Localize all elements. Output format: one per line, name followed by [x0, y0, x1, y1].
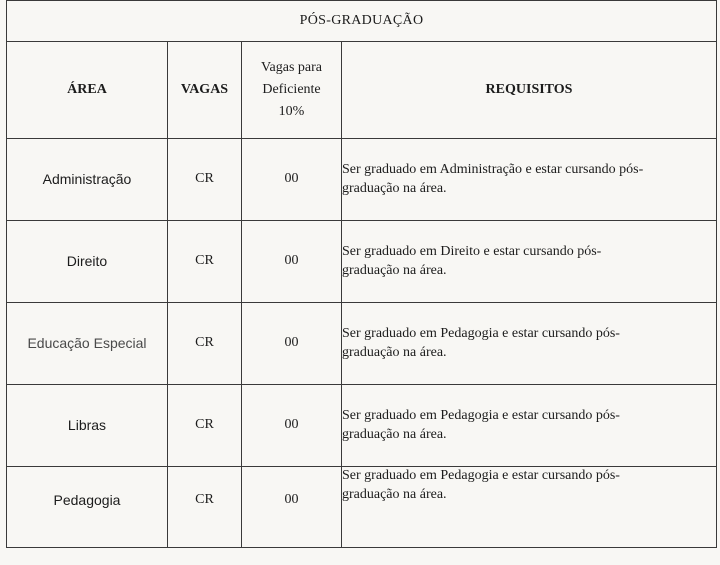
cell-vagas: CR [168, 139, 242, 221]
requisitos-line1: Ser graduado em Administração e estar cursando pós- [342, 161, 644, 177]
header-vagas: VAGAS [168, 42, 242, 139]
header-deficiente-line2: Deficiente [262, 82, 321, 98]
requisitos-line2: graduação na área. [342, 262, 447, 278]
cell-requisitos [342, 303, 717, 385]
table-row [7, 221, 717, 303]
table-row [7, 139, 717, 221]
requisitos-line2: graduação na área. [342, 344, 447, 360]
header-deficiente-line3: 10% [278, 103, 305, 119]
table-title: PÓS-GRADUAÇÃO [7, 1, 717, 42]
cell-deficiente: 00 [242, 385, 342, 467]
table-row [7, 303, 717, 385]
pos-graduacao-table [6, 0, 717, 548]
requisitos-line1: Ser graduado em Pedagogia e estar cursando pós- [342, 407, 620, 423]
cell-requisitos [342, 385, 717, 467]
requisitos-line1: Ser graduado em Pedagogia e estar cursando pós- [342, 325, 620, 341]
cell-requisitos [342, 467, 717, 548]
cell-area: Libras [7, 385, 168, 467]
table-row [7, 385, 717, 467]
cell-area: Pedagogia [7, 467, 168, 548]
cell-deficiente: 00 [242, 221, 342, 303]
requisitos-line2: graduação na área. [342, 426, 447, 442]
cell-requisitos [342, 139, 717, 221]
cell-area: Direito [7, 221, 168, 303]
header-deficiente-line1: Vagas para [260, 60, 323, 76]
header-area: ÁREA [7, 42, 168, 139]
cell-deficiente: 00 [242, 467, 342, 548]
requisitos-line1: Ser graduado em Pedagogia e estar cursando pós- [342, 468, 620, 483]
cell-vagas: CR [168, 303, 242, 385]
cell-requisitos [342, 221, 717, 303]
table-row [7, 467, 717, 548]
cell-deficiente: 00 [242, 139, 342, 221]
requisitos-line2: graduação na área. [342, 486, 447, 502]
cell-area: Educação Especial [7, 303, 168, 385]
cell-vagas: CR [168, 385, 242, 467]
cell-area: Administração [7, 139, 168, 221]
header-vagas-deficiente [242, 42, 342, 139]
requisitos-line1: Ser graduado em Direito e estar cursando pós- [342, 243, 602, 259]
cell-vagas: CR [168, 221, 242, 303]
cell-vagas: CR [168, 467, 242, 548]
header-requisitos: REQUISITOS [342, 42, 717, 139]
cell-deficiente: 00 [242, 303, 342, 385]
requisitos-line2: graduação na área. [342, 180, 447, 196]
title-row [7, 1, 717, 42]
header-row [7, 42, 717, 139]
